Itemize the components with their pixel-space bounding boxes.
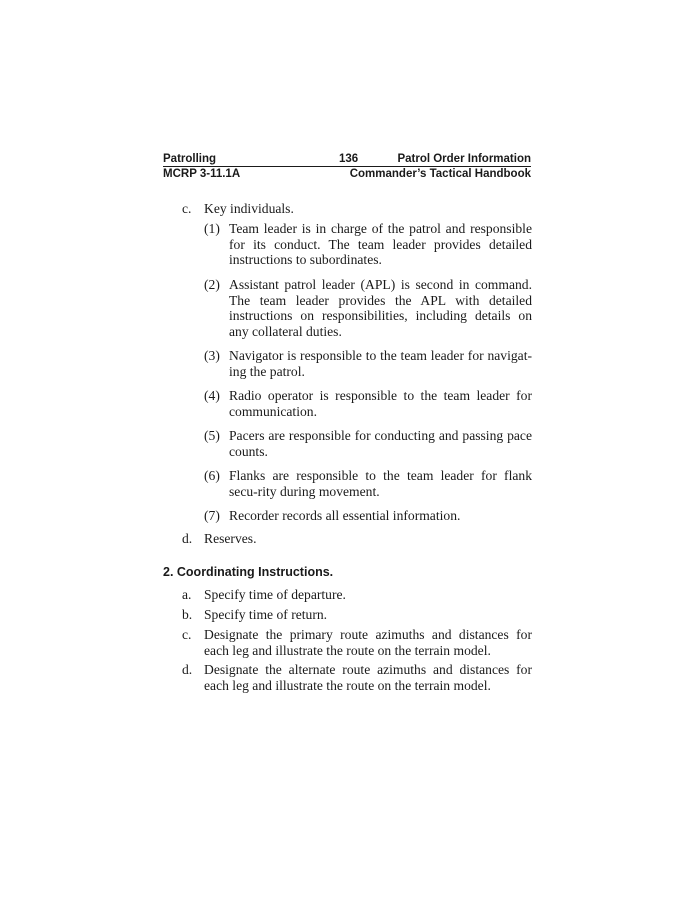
header-book-title: Commander’s Tactical Handbook xyxy=(349,168,531,180)
list-item-text: Specify time of departure. xyxy=(204,587,346,602)
list-item-alternate-route xyxy=(182,662,532,693)
list-marker: (7) xyxy=(204,508,220,523)
list-marker: d. xyxy=(182,662,193,677)
list-item-recorder xyxy=(204,508,532,524)
list-item-return xyxy=(182,607,532,623)
header-publication-id: MCRP 3-11.1A xyxy=(163,168,241,180)
list-item-team-leader xyxy=(204,221,532,268)
list-item-text: Designate the primary route azimuths and distances for each leg and illustrate the route on the terrain model. xyxy=(204,627,532,658)
list-item-primary-route xyxy=(182,627,532,658)
list-item-text: Radio operator is responsible to the team leader for communication. xyxy=(229,388,532,419)
list-item-pacers xyxy=(204,428,532,459)
section-heading: 2. Coordinating Instructions. xyxy=(163,565,334,579)
list-marker: (4) xyxy=(204,388,220,403)
list-item-text: Reserves. xyxy=(204,531,257,546)
list-item-text: Assistant patrol leader (APL) is second in command. The team leader provides the APL with detailed instructions on responsibilities, including details on any collateral duties. xyxy=(229,277,532,339)
list-marker: c. xyxy=(182,627,192,642)
header-bottom-row xyxy=(163,167,531,181)
list-item-c-key-individuals xyxy=(182,201,532,217)
list-marker: c. xyxy=(182,201,192,216)
list-item-text: Recorder records all essential information. xyxy=(229,508,461,523)
list-item-text: Designate the alternate route azimuths and distances for each leg and illustrate the route on the terrain model. xyxy=(204,662,532,693)
list-item-d-reserves xyxy=(182,531,532,547)
list-marker: (1) xyxy=(204,221,220,236)
list-marker: d. xyxy=(182,531,193,546)
list-item-assistant-patrol-leader xyxy=(204,277,532,339)
list-item-text: Key individuals. xyxy=(204,201,294,216)
list-item-text: Flanks are responsible to the team leader for flank secu-rity during movement. xyxy=(229,468,532,499)
header-section-title: Patrol Order Information xyxy=(397,153,531,165)
list-marker: (2) xyxy=(204,277,220,292)
list-item-departure xyxy=(182,587,532,603)
list-item-text: Pacers are responsible for conducting and passing pace counts. xyxy=(229,428,532,459)
list-marker: a. xyxy=(182,587,192,602)
header-top-row xyxy=(163,152,531,167)
list-marker: b. xyxy=(182,607,193,622)
list-item-flanks xyxy=(204,468,532,499)
list-item-radio-operator xyxy=(204,388,532,419)
list-item-text: Team leader is in charge of the patrol and responsible for its conduct. The team leader provides detailed instructions to subordinates. xyxy=(229,221,532,268)
list-item-text: Navigator is responsible to the team leader for navigat-ing the patrol. xyxy=(229,348,532,379)
list-marker: (3) xyxy=(204,348,220,363)
list-item-text: Specify time of return. xyxy=(204,607,328,622)
list-marker: (5) xyxy=(204,428,220,443)
page-number: 136 xyxy=(339,153,359,165)
running-header xyxy=(163,152,531,181)
list-marker: (6) xyxy=(204,468,220,483)
list-item-navigator xyxy=(204,348,532,379)
header-chapter: Patrolling xyxy=(163,153,217,165)
